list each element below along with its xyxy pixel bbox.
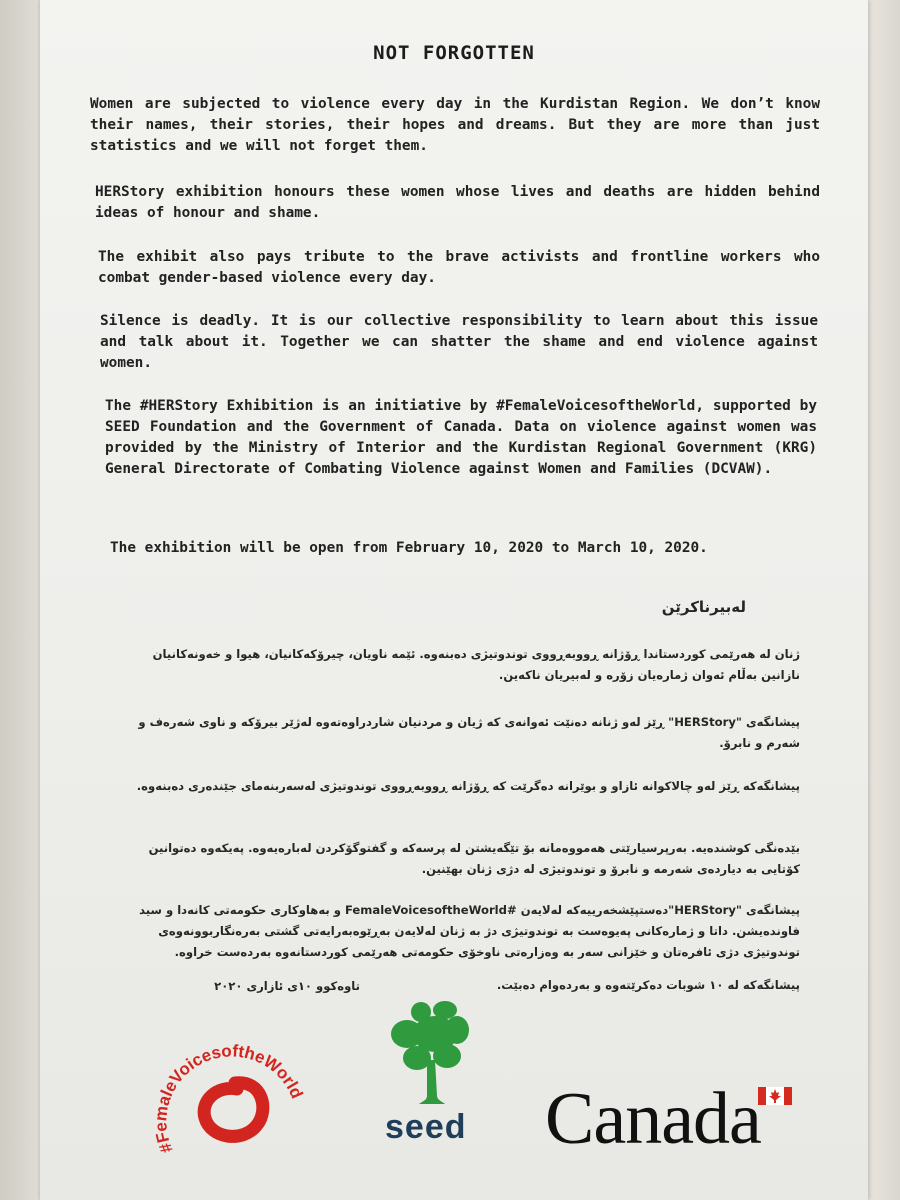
kurdish-paragraph-2: پیشانگەی "HERStory" ڕێز لەو ژنانە دەنێت ئەوانەی کە ژیان و مردنیان شاردراوەتەوە لەژێر بیرۆکە و ناوی شەرەف و شەرم و نابرۆ. <box>138 715 800 750</box>
kurdish-paragraph-1: ژنان لە هەرێمی کوردستاندا ڕۆژانە ڕووبەڕووی توندوتیژی دەبنەوە. ئێمە ناویان، چیرۆکەکانیان، هیوا و خەونەکانیان نازانین بەڵام ئەوان ژمارەیان زۆرە و لەبیریان ناکەین. <box>152 647 800 682</box>
english-paragraph-6: The exhibition will be open from February 10, 2020 to March 10, 2020. <box>110 540 708 556</box>
page-title: NOT FORGOTTEN <box>373 42 535 64</box>
kurdish-paragraph-4: بێدەنگی کوشندەیە. بەرپرسیارێتی هەمووەمانە بۆ تێگەیشتن لە پرسەکە و گفتوگۆکردن لەبارەیەوە. پەیکەوە دەتوانین کۆتایی بە دیاردەی شەرمە و نابرۆ و توندوتیژی لە دژی ژنان بهێنین. <box>148 841 800 876</box>
kurdish-dates-right: پیشانگەکە لە ١٠ شوبات دەکرێتەوە و بەردەوام دەبێت. <box>496 978 800 992</box>
fvw-logo <box>145 1025 315 1165</box>
kurdish-paragraph-3: پیشانگەکە ڕێز لەو چالاکوانە ئازاو و بوێرانە دەگرێت کە ڕۆژانە ڕووبەڕووی توندوتیژی لەسەربنەمای جێندەری دەبنەوە. <box>136 779 800 793</box>
seed-logo <box>383 1000 473 1110</box>
english-paragraph-1: Women are subjected to violence every day in the Kurdistan Region. We don’t know their names, their stories, their hopes and dreams. But they are more than just statistics and we will not forget them. <box>90 96 820 154</box>
kurdish-paragraph-5: پیشانگەی "HERStory"دەستپێشخەرییەکە لەلایەن #FemaleVoicesoftheWorld و بەهاوکاری حکومەتی کانەدا و سید فاوندەیشن. داتا و ژمارەکانی پەیوەست بە توندوتیژی دژ بە ژنان لەلایەن بەڕێوەبەرایەتی گشتی بەرەنگاربوونەوەی توندوتیژی دژی ئافرەتان و خێزانی سەر بە وەزارەتی ناوخۆی حکومەتی هەرێمی کوردستانەوە بەردەست خراوە. <box>139 903 800 959</box>
english-paragraph-2: HERStory exhibition honours these women whose lives and deaths are hidden behind ideas of honour and shame. <box>95 184 820 221</box>
english-paragraph-3: The exhibit also pays tribute to the brave activists and frontline workers who combat gender-based violence every day. <box>98 249 820 286</box>
kurdish-title: لەبیرناکرێن <box>661 598 746 616</box>
kurdish-dates-left: تاوەکوو ١٠ی ئازاری ٢٠٢٠ <box>214 979 360 993</box>
fvw-logo-graphic <box>145 1025 315 1165</box>
fvw-logo-text: #FemaleVoicesoftheWorld <box>151 1041 307 1156</box>
seed-tree-icon <box>383 1000 473 1110</box>
canada-wordmark: Canada <box>545 1078 761 1160</box>
seed-logo-text: seed <box>385 1108 467 1146</box>
english-paragraph-5: The #HERStory Exhibition is an initiative by #FemaleVoicesoftheWorld, supported by SEED Foundation and the Government of Canada. Data on violence against women was provided by the Ministry of Interior and the Kurdistan Regional Government (KRG) General Directorate of Combating Violence against Women and Families (DCVAW). <box>105 398 817 477</box>
fvw-circle-mark <box>204 1083 263 1137</box>
poster-sheet <box>40 0 868 1200</box>
canada-flag-icon <box>758 1087 792 1105</box>
english-paragraph-4: Silence is deadly. It is our collective responsibility to learn about this issue and talk about it. Together we can shatter the shame and end violence against women. <box>100 313 818 371</box>
